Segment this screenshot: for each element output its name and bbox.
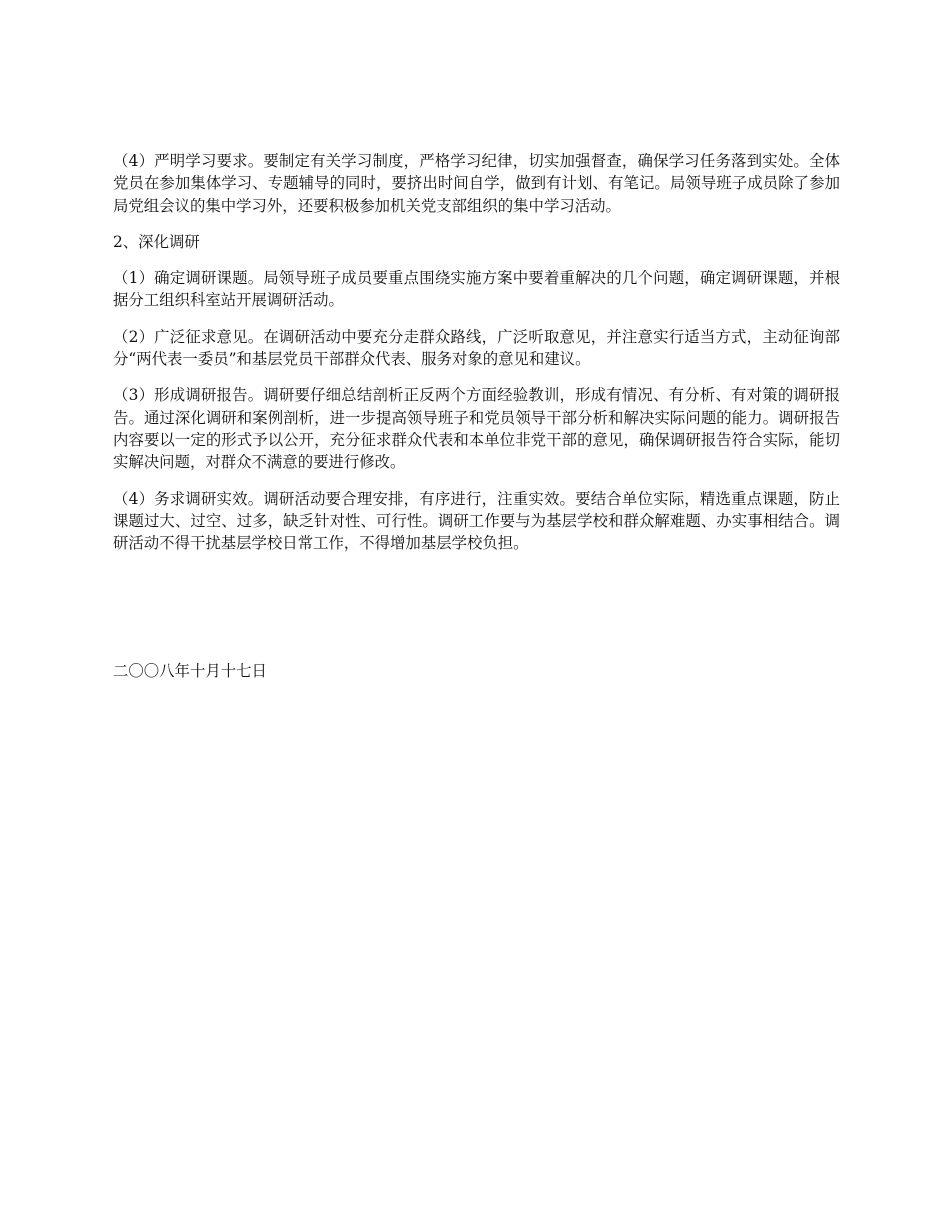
paragraph-research-topics: （1）确定调研课题。局领导班子成员要重点围绕实施方案中要着重解决的几个问题，确定调研课题，并根据分工组织科室站开展调研活动。 bbox=[113, 269, 840, 310]
paragraph-solicit-opinions: （2）广泛征求意见。在调研活动中要充分走群众路线，广泛听取意见，并注意实行适当方式，主动征询部分“两代表一委员”和基层党员干部群众代表、服务对象的意见和建议。 bbox=[113, 327, 840, 369]
document-date: 二〇〇八年十月十七日 bbox=[113, 662, 267, 680]
paragraph-research-report: （3）形成调研报告。调研要仔细总结剖析正反两个方面经验教训，形成有情况、有分析、有对策的调研报告。通过深化调研和案例剖析，进一步提高领导班子和党员领导干部分析和解决实际问题的能力。调研报告内容要以一定的形式予以公开，充分征求群众代表和本单位非党干部的意见，确保调研报告符合实际，能切实解决问题，对群众不满意的要进行修改。 bbox=[113, 386, 840, 472]
document-body bbox=[113, 150, 840, 568]
paragraph-research-effectiveness: （4）务求调研实效。调研活动要合理安排，有序进行，注重实效。要结合单位实际，精选重点课题，防止课题过大、过空、过多，缺乏针对性、可行性。调研工作要与为基层学校和群众解难题、办实事相结合。调研活动不得干扰基层学校日常工作，不得增加基层学校负担。 bbox=[113, 489, 840, 553]
section-heading-research: 2、深化调研 bbox=[113, 232, 200, 251]
paragraph-study-requirements: （4）严明学习要求。要制定有关学习制度，严格学习纪律，切实加强督查，确保学习任务落到实处。全体党员在参加集体学习、专题辅导的同时，要挤出时间自学，做到有计划、有笔记。局领导班子成员除了参加局党组会议的集中学习外，还要积极参加机关党支部组织的集中学习活动。 bbox=[113, 152, 840, 215]
